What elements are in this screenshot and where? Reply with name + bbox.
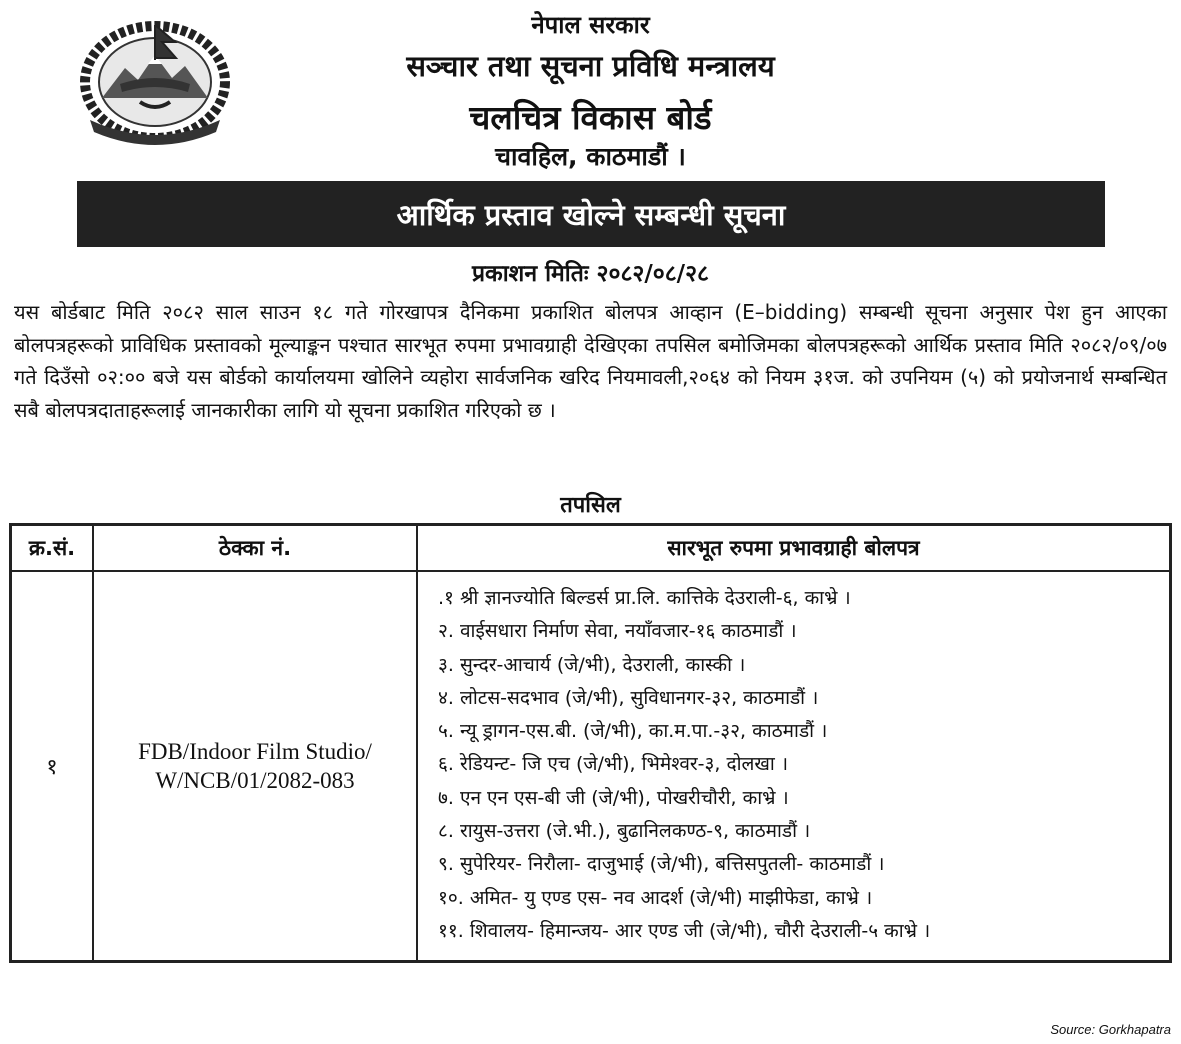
- list-item: ३. सुन्दर-आचार्य (जे/भी), देउराली, कास्की ।: [438, 653, 746, 676]
- bidders-table: [9, 523, 1172, 963]
- header-bidders: सारभूत रुपमा प्रभावग्राही बोलपत्र: [417, 525, 1171, 572]
- list-item: .१ श्री ज्ञानज्योति बिल्डर्स प्रा.लि. कात्तिके देउराली-६, काभ्रे ।: [438, 587, 851, 609]
- table-row: [11, 571, 1171, 962]
- published-date: प्रकाशन मितिः २०८२/०८/२८: [471, 261, 710, 287]
- tapasil-heading: तपसिल: [560, 493, 621, 518]
- board-address: चावहिल, काठमाडौं ।: [495, 142, 686, 171]
- notice-title-bar: [77, 181, 1105, 247]
- board-name: चलचित्र विकास बोर्ड: [469, 98, 712, 137]
- list-item: २. वाईसधारा निर्माण सेवा, नयाँवजार-१६ काठमाडौं ।: [438, 620, 797, 643]
- list-item: ११. शिवालय- हिमान्जय- आर एण्ड जी (जे/भी), चौरी देउराली-५ काभ्रे ।: [438, 919, 931, 942]
- list-item: ९. सुपेरियर- निरौला- दाजुभाई (जे/भी), बत्तिसपुतली- काठमाडौं ।: [438, 853, 885, 876]
- contract-no-line2: W/NCB/01/2082-083: [155, 768, 355, 794]
- list-item: ४. लोटस-सदभाव (जे/भी), सुविधानगर-३२, काठमाडौं ।: [438, 686, 819, 709]
- list-item: ८. रायुस-उत्तरा (जे.भी.), बुढानिलकण्ठ-९, काठमाडौं ।: [438, 820, 811, 843]
- notice-title: आर्थिक प्रस्ताव खोल्ने सम्बन्धी सूचना: [396, 197, 786, 232]
- government-name: नेपाल सरकार: [531, 11, 650, 39]
- table-header-row: [11, 525, 1171, 572]
- header-contract-no: ठेक्का नं.: [93, 525, 417, 572]
- list-item: १०. अमित- यु एण्ड एस- नव आदर्श (जे/भी) माझीफेडा, काभ्रे ।: [438, 886, 873, 909]
- list-item: ६. रेडियन्ट- जि एच (जे/भी), भिमेश्वर-३, दोलखा ।: [438, 753, 789, 776]
- source-credit: Source: Gorkhapatra: [1050, 1022, 1171, 1037]
- header-sn: क्र.सं.: [11, 525, 94, 572]
- list-item: ७. एन एन एस-बी जी (जे/भी), पोखरीचौरी, काभ्रे ।: [438, 786, 789, 809]
- notice-body: यस बोर्डबाट मिति २०८२ साल साउन १८ गते गोरखापत्र दैनिकमा प्रकाशित बोलपत्र आव्हान (E–bidding) सम्बन्धी सूचना अनुसार पेश हुन आएका बोलपत्रहरूको प्राविधिक प्रस्तावको मूल्याङ्कन पश्चात सारभूत रुपमा प्रभावग्राही देखिएका तपसिल बमोजिमका बोलपत्रहरूको आर्थिक प्रस्ताव मिति २०८२/०९/०७ गते दिउँसो ०२:०० बजे यस बोर्डको कार्यालयमा खोलिने व्यहोरा सार्वजनिक खरिद नियमावली,२०६४ को नियम ३१ज. को उपनियम (५) को प्रयोजनार्थ सम्बन्धित सबै बोलपत्रदाताहरूलाई जानकारीका लागि यो सूचना प्रकाशित गरिएको छ ।: [14, 300, 1167, 422]
- row-sn: १: [11, 571, 94, 962]
- list-item: ५. न्यू ड्रागन-एस.बी. (जे/भी), का.म.पा.-३२, काठमाडौं ।: [438, 720, 828, 743]
- contract-no-line1: FDB/Indoor Film Studio/: [138, 739, 372, 765]
- ministry-name: सञ्चार तथा सूचना प्रविधि मन्त्रालय: [406, 49, 775, 83]
- row-bidders-list: [417, 571, 1171, 962]
- row-contract-no: [93, 571, 417, 962]
